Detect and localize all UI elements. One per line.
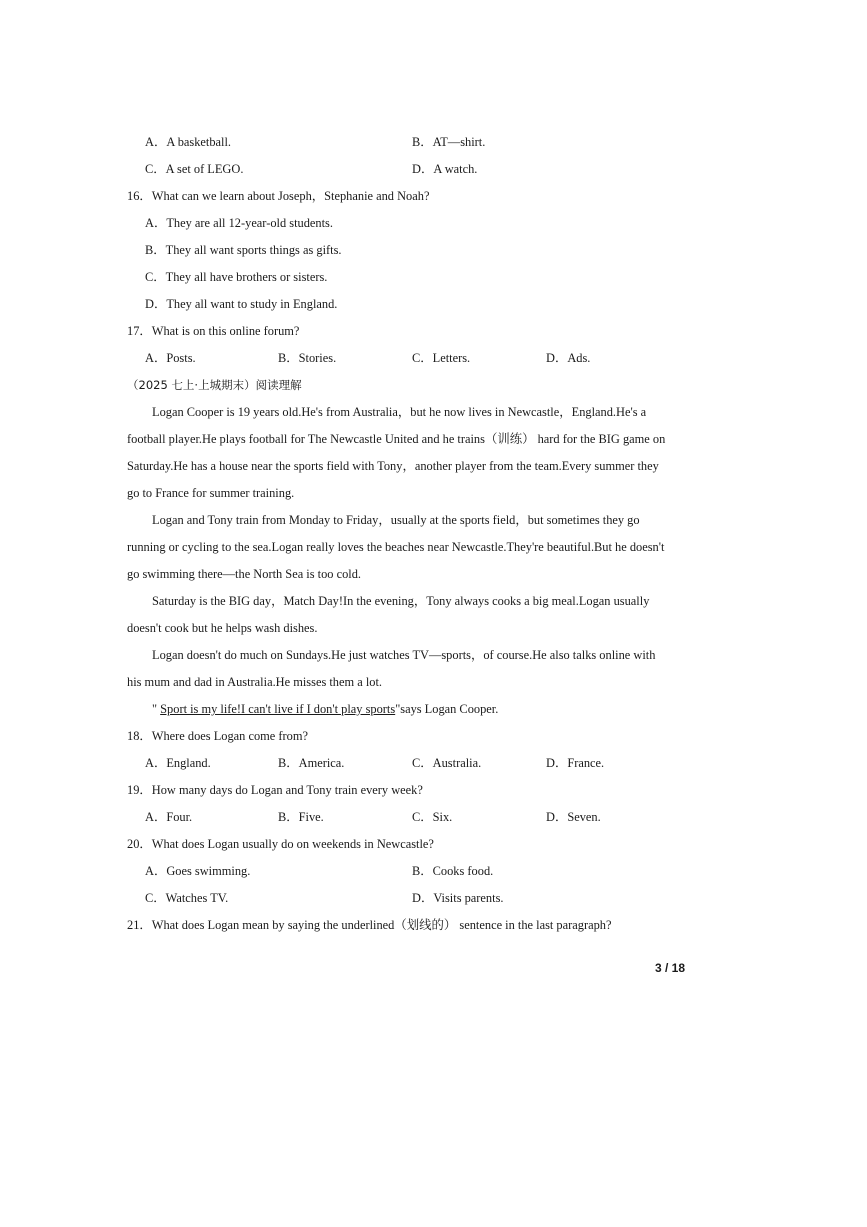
passage-line: Saturday.He has a house near the sports field with Tony，another player from the team.Every summer they bbox=[127, 459, 659, 473]
passage-quote-line bbox=[152, 701, 498, 717]
page-number: 3 / 18 bbox=[654, 961, 685, 975]
q16-option-d: D．They all want to study in England. bbox=[145, 297, 338, 311]
q15-option-c: C．A set of LEGO. bbox=[145, 162, 244, 176]
q17-option-c: C．Letters. bbox=[412, 351, 471, 365]
q20-option-c: C．Watches TV. bbox=[145, 891, 229, 905]
q18-question: 18．Where does Logan come from? bbox=[127, 729, 308, 743]
q19-option-a: A．Four. bbox=[145, 810, 193, 824]
q15-option-a: A．A basketball. bbox=[145, 135, 232, 149]
q16-option-a: A．They are all 12-year-old students. bbox=[145, 216, 333, 230]
source-label: （2025 七上·上城期末）阅读理解 bbox=[127, 378, 302, 392]
q18-option-a: A．England. bbox=[145, 756, 211, 770]
q20-question: 20．What does Logan usually do on weekends in Newcastle? bbox=[127, 837, 434, 851]
q19-option-b: B．Five. bbox=[278, 810, 324, 824]
q16-question: 16．What can we learn about Joseph，Stephanie and Noah? bbox=[127, 189, 430, 203]
passage-line: go to France for summer training. bbox=[127, 486, 295, 500]
passage-line: Logan doesn't do much on Sundays.He just watches TV—sports，of course.He also talks online with bbox=[152, 648, 656, 662]
q17-option-d: D．Ads. bbox=[546, 351, 591, 365]
passage-line: his mum and dad in Australia.He misses them a lot. bbox=[127, 675, 383, 689]
q17-question: 17．What is on this online forum? bbox=[127, 324, 300, 338]
quote-close: "says Logan Cooper. bbox=[395, 702, 499, 716]
q20-option-a: A．Goes swimming. bbox=[145, 864, 251, 878]
passage-line: go swimming there—the North Sea is too cold. bbox=[127, 567, 362, 581]
quote-open: " bbox=[152, 702, 161, 716]
passage-line: football player.He plays football for The Newcastle United and he trains（训练） hard for the BIG game on bbox=[127, 432, 666, 446]
q15-option-b: B．AT—shirt. bbox=[412, 135, 486, 149]
q18-option-d: D．France. bbox=[546, 756, 605, 770]
passage-line: Saturday is the BIG day，Match Day!In the evening，Tony always cooks a big meal.Logan usually bbox=[152, 594, 650, 608]
passage-line: doesn't cook but he helps wash dishes. bbox=[127, 621, 318, 635]
q16-option-b: B．They all want sports things as gifts. bbox=[145, 243, 342, 257]
q20-option-d: D．Visits parents. bbox=[412, 891, 504, 905]
q19-option-d: D．Seven. bbox=[546, 810, 601, 824]
underlined-sentence: Sport is my life!I can't live if I don't play sports bbox=[160, 702, 396, 716]
passage-line: Logan and Tony train from Monday to Friday，usually at the sports field，but sometimes they go bbox=[152, 513, 640, 527]
q19-option-c: C．Six. bbox=[412, 810, 453, 824]
passage-line: Logan Cooper is 19 years old.He's from Australia，but he now lives in Newcastle，England.He's a bbox=[152, 405, 647, 419]
q18-option-c: C．Australia. bbox=[412, 756, 482, 770]
q21-question: 21．What does Logan mean by saying the underlined（划线的） sentence in the last paragraph? bbox=[127, 918, 612, 932]
q17-option-b: B．Stories. bbox=[278, 351, 337, 365]
q15-option-d: D．A watch. bbox=[412, 162, 478, 176]
q16-option-c: C．They all have brothers or sisters. bbox=[145, 270, 328, 284]
q18-option-b: B．America. bbox=[278, 756, 345, 770]
q20-option-b: B．Cooks food. bbox=[412, 864, 494, 878]
q17-option-a: A．Posts. bbox=[145, 351, 196, 365]
q19-question: 19．How many days do Logan and Tony train every week? bbox=[127, 783, 423, 797]
passage-line: running or cycling to the sea.Logan really loves the beaches near Newcastle.They're beautiful.But he doesn't bbox=[127, 540, 665, 554]
